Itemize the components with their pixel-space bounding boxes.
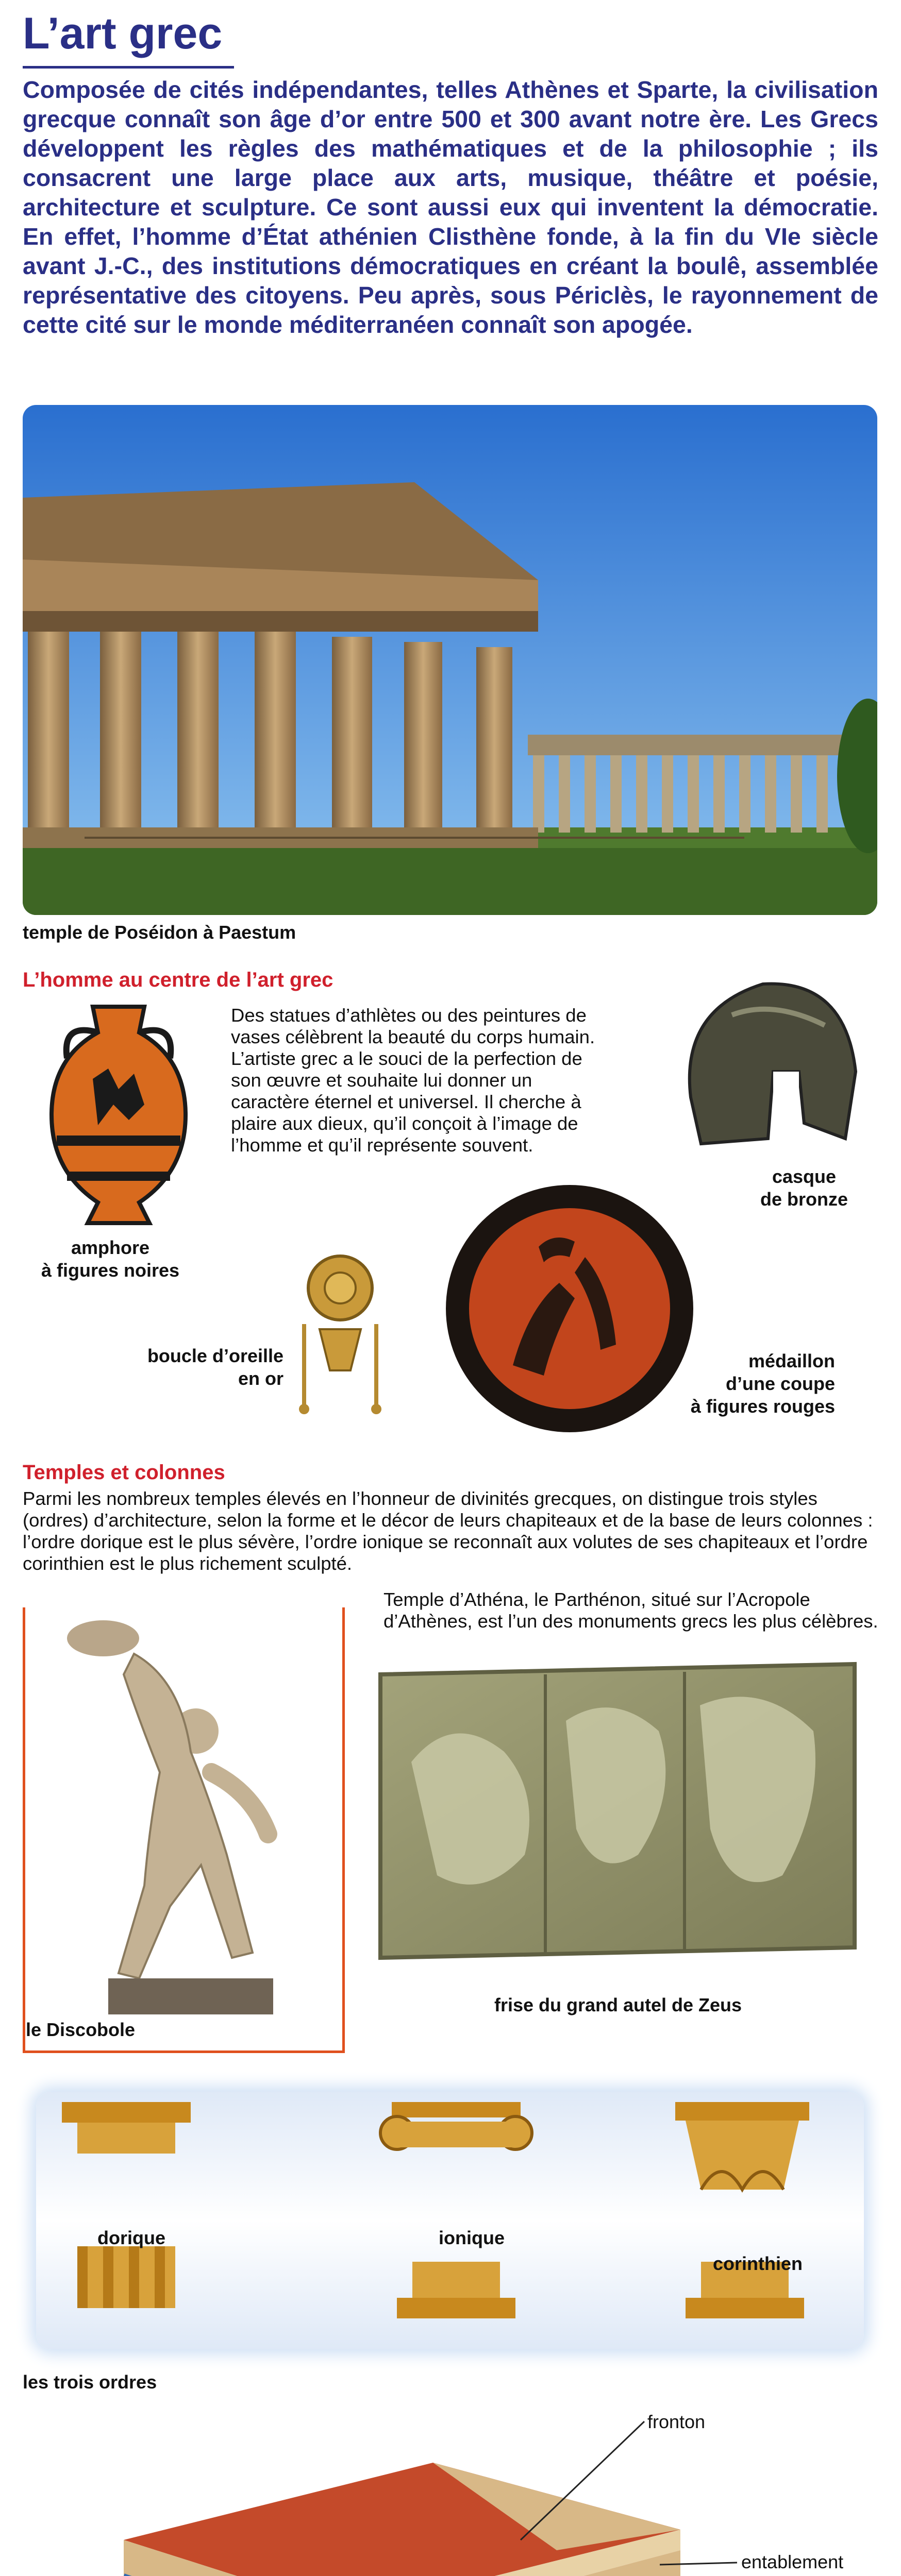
order-label-ionique: ionique	[439, 2227, 505, 2248]
parthenon-text: Temple d’Athéna, le Parthénon, situé sur l’Acropole d’Athènes, est l’un des monuments grecs les plus célèbres.	[383, 1589, 878, 1632]
caption-helmet-line2: de bronze	[760, 1189, 848, 1210]
caption-helmet	[742, 1165, 866, 1211]
section2-text: Parmi les nombreux temples élevés en l’honneur de divinités grecques, on distingue trois styles (ordres) d’architecture, selon la forme et le décor de leurs chapiteaux et de la base de leurs colonnes : l’ordre dorique est le plus sévère, l’ordre ionique se reconnaît aux volutes de ses chapiteaux et l’ordre corinthien est le plus richement sculpté.	[23, 1488, 873, 1574]
photo-temple-poseidon	[23, 405, 877, 915]
image-amphora	[31, 1002, 206, 1228]
section1-text: Des statues d’athlètes ou des peintures de vases célèbrent la beauté du corps humain. L’artiste grec a le souci de la perfection de son œuvre et souhaite lui donner un caractère éternel et universel. Il cherche à plaire aux dieux, qu’il conçoit à l’image de l’homme et qu’il représente souvent.	[231, 1005, 595, 1156]
order-label-dorique: dorique	[97, 2227, 165, 2248]
title-underline	[23, 66, 234, 69]
image-medallion	[441, 1180, 698, 1437]
label-fronton: fronton	[647, 2411, 706, 2432]
temple-callout-lines	[0, 2370, 901, 2576]
label-entablement: entablement	[741, 2551, 844, 2572]
image-helmet	[670, 969, 866, 1159]
caption-discobole: le Discobole	[26, 2019, 136, 2040]
caption-amphora	[18, 1236, 203, 1282]
heading-temples-colonnes: Temples et colonnes	[23, 1461, 225, 1484]
caption-medallion	[670, 1350, 835, 1418]
order-label-corinthien: corinthien	[712, 2253, 803, 2274]
caption-earring-line2: en or	[238, 1368, 283, 1389]
caption-amphora-line2: à figures noires	[41, 1260, 180, 1281]
caption-medallion-line3: à figures rouges	[690, 1396, 835, 1417]
caption-helmet-line1: casque	[772, 1166, 837, 1187]
image-discobole	[57, 1618, 304, 2035]
caption-amphora-line1: amphore	[71, 1237, 150, 1258]
caption-earring	[103, 1345, 283, 1390]
orders-panel	[36, 2092, 864, 2349]
image-earring	[289, 1252, 392, 1422]
heading-homme-centre: L’homme au centre de l’art grec	[23, 969, 333, 991]
caption-orders: les trois ordres	[23, 2371, 157, 2393]
intro-paragraph: Composée de cités indépendantes, telles Athènes et Sparte, la civilisation grecque connaît son âge d’or entre 500 et 300 avant notre ère. Les Grecs développent les règles des mathématiques et de la philosophie ; ils consacrent une large place aux arts, musique, théâtre et poésie, architecture et sculpture. Ce sont aussi eux qui inventent la démocratie. En effet, l’homme d’État athénien Clisthène fonde, à la fin du VIe siècle avant J.-C., des institutions démocratiques en créant la boulê, assemblée représentative des citoyens. Peu après, sous Périclès, le rayonnement de cette cité sur le monde méditerranéen connaît son apogée.	[23, 76, 878, 338]
caption-earring-line1: boucle d’oreille	[147, 1345, 283, 1366]
page-title: L’art grec	[23, 9, 223, 58]
caption-temple-poseidon: temple de Poséidon à Paestum	[23, 922, 296, 943]
caption-medallion-line1: médaillon	[748, 1350, 835, 1371]
caption-medallion-line2: d’une coupe	[725, 1373, 835, 1394]
image-frieze-zeus	[370, 1659, 866, 1963]
caption-frieze: frise du grand autel de Zeus	[494, 1994, 742, 2015]
